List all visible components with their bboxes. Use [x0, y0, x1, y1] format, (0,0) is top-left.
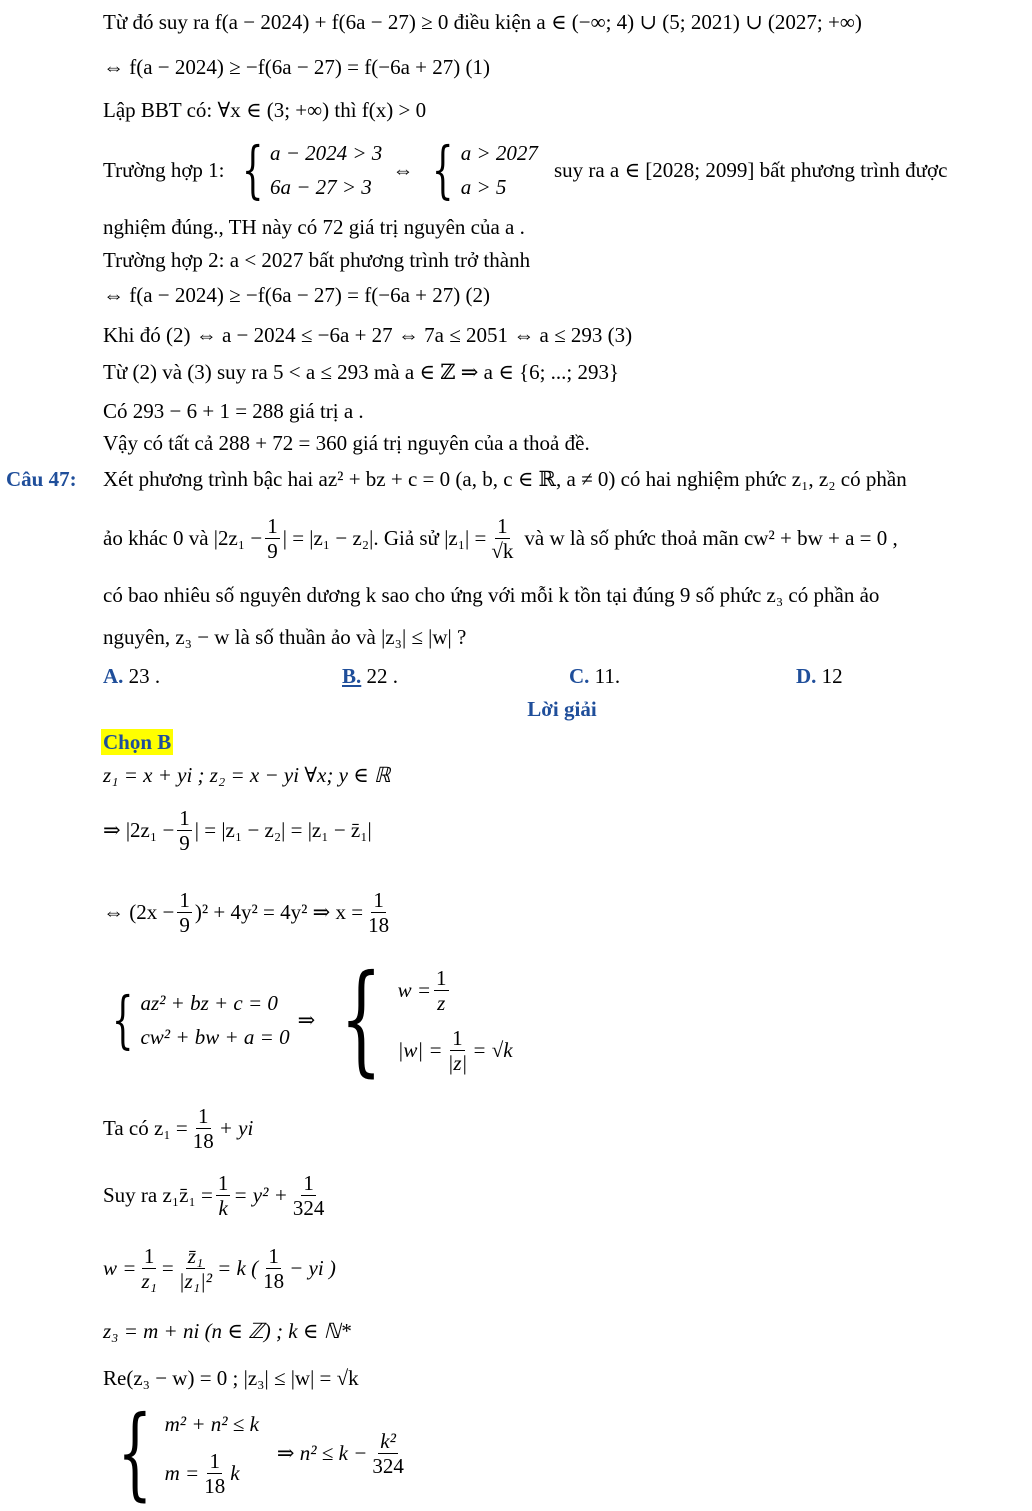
fraction-one-ninth [177, 888, 192, 937]
fraction-denominator: 9 [179, 830, 190, 855]
fraction-one-over-324 [291, 1171, 327, 1220]
case1-ineq-3: a > 2027 [460, 141, 538, 165]
case1-system-1: { a − 2024 > 3 6a − 27 > 3 [241, 133, 383, 206]
option-b-letter: B. [342, 664, 362, 688]
fraction-numerator: 1 [303, 1170, 314, 1195]
solution-line-eq3: Khi đó (2) ⇔ a − 2024 ≤ −6a + 27 ⇔ 7a ≤ 2051 ⇔ a ≤ 293 (3) [103, 323, 633, 347]
fraction-numerator: 1 [497, 513, 508, 538]
solution-line-total: Vậy có tất cả 288 + 72 = 360 giá trị nguyên của a thoả đề. [103, 431, 590, 455]
sol-step-2 [103, 800, 372, 860]
solution-line-eq2: ⇔ f(a − 2024) ≥ −f(6a − 27) = f(−6a + 27) (2) [103, 283, 490, 307]
sol-step-4-system-left: { az² + bz + c = 0 cw² + bw + a = 0 [111, 983, 290, 1056]
implies-arrow: ⇒ [297, 1008, 316, 1032]
sol-step-6-left: Suy ra z₁z̄₁ = [103, 1183, 213, 1207]
solution-title: Lời giải [527, 697, 597, 721]
option-d[interactable] [796, 663, 843, 689]
sol-step-1: z₁ = x + yi ; z₂ = x − yi ∀x; y ∈ ℝ [103, 763, 391, 787]
sol-step-6-mid: = y² + [233, 1183, 288, 1207]
option-d-text: 12 [821, 664, 843, 688]
fraction-one-eighteenth [261, 1244, 286, 1293]
case1-iff: ⇔ [392, 158, 414, 182]
fraction-one-ninth [177, 806, 192, 855]
fraction-denominator: 18 [192, 1128, 214, 1153]
fraction-numerator: 1 [217, 1170, 229, 1195]
solution-line-case2: Trường hợp 2: a < 2027 bất phương trình trở thành [103, 248, 531, 272]
question-abs-right: | = |z₁ − z₂|. Giả sử |z₁| = [282, 526, 487, 550]
sol-step-7-right: − yi ) [289, 1256, 336, 1280]
option-d-letter: D. [796, 664, 817, 688]
inequality-modulus: m² + n² ≤ k [164, 1412, 259, 1436]
option-c-text: 11. [594, 664, 621, 688]
sol-step-7-left: w = [103, 1256, 137, 1280]
solution-line-case1-count: nghiệm đúng., TH này có 72 giá trị nguyên của a . [103, 215, 525, 239]
sol-step-3-mid: )² + 4y² = 4y² ⇒ x = [194, 900, 364, 924]
fraction-denominator: 324 [292, 1195, 325, 1220]
sol-step-5-left: Ta có z₁ = [103, 1116, 188, 1140]
case1-ineq-2: 6a − 27 > 3 [269, 175, 372, 199]
sol-step-5-right: + yi [218, 1116, 254, 1140]
fraction-conj-over-modulus [177, 1244, 214, 1293]
question-w-condition: và w là số phức thoả mãn cw² + bw + a = 0 , [524, 526, 898, 550]
option-b-text: 22 . [366, 664, 399, 688]
fraction-one-over-z1 [139, 1244, 158, 1293]
question-label: Câu 47: [6, 467, 77, 491]
sol-step-6 [103, 1165, 329, 1225]
fraction-denominator: √k [491, 538, 514, 563]
option-b[interactable] [342, 663, 398, 689]
fraction-numerator: 1 [268, 1243, 279, 1268]
equals-sign: = [161, 1256, 174, 1280]
sol-step-3 [103, 880, 394, 944]
question-line-1: Xét phương trình bậc hai az² + bz + c = 0 (a, b, c ∈ ℝ, a ≠ 0) có hai nghiệm phức z₁, z₂ có phần [103, 467, 907, 491]
option-c-letter: C. [569, 664, 590, 688]
sol-step-7-mid: = k ( [217, 1256, 259, 1280]
fraction-numerator: 1 [267, 513, 278, 538]
option-a-letter: A. [103, 664, 124, 688]
sol-step-5 [103, 1098, 253, 1158]
sol-step-10 [103, 1394, 409, 1511]
case1-system-2: { a > 2027 a > 5 [432, 133, 538, 206]
fraction-numerator: 1 [179, 805, 190, 830]
question-line-3: có bao nhiêu số nguyên dương k sao cho ứng với mỗi k tồn tại đúng 9 số phức z₃ có phần ảo [103, 583, 880, 607]
fraction-denominator: k [218, 1195, 228, 1220]
fraction-denominator: 9 [267, 538, 278, 563]
fraction-numerator: k² [380, 1428, 396, 1453]
m-equals-k-over-18: m = $\frac{1}{18}$ k [164, 1448, 240, 1498]
fraction-denominator: 18 [368, 912, 390, 937]
fraction-denominator: 18 [263, 1268, 285, 1293]
option-a-text: 23 . [128, 664, 161, 688]
sol-step-9: Re(z₃ − w) = 0 ; |z₃| ≤ |w| = √k [103, 1366, 359, 1390]
fraction-numerator: 1 [143, 1243, 155, 1268]
fraction-denominator: z₁ [141, 1268, 157, 1293]
case1-conclusion: suy ra a ∈ [2028; 2099] bất phương trình được [553, 158, 948, 182]
question-line-2 [103, 510, 898, 566]
sol-step-3-left: ⇔ (2x − [103, 900, 175, 924]
fraction-numerator: 1 [373, 887, 384, 912]
sol-step-10-system: { m² + n² ≤ k m = $\frac{1}{18}$ k [117, 1394, 259, 1511]
fraction-numerator: z̄₁ [187, 1243, 204, 1268]
equation-w: cw² + bw + a = 0 [140, 1025, 290, 1049]
solution-line-condition: Từ đó suy ra f(a − 2024) + f(6a − 27) ≥ 0 điều kiện a ∈ (−∞; 4) ∪ (5; 2021) ∪ (2027; +∞) [103, 10, 862, 34]
fraction-numerator: 1 [198, 1103, 209, 1128]
fraction-numerator: 1 [179, 887, 190, 912]
w-equals-one-over-z: w = $\frac{1}{z}$ [397, 965, 447, 1015]
fraction-denominator: 324 [372, 1453, 404, 1478]
question-line-4: nguyên, z₃ − w là số thuần ảo và |z₃| ≤ |w| ? [103, 625, 467, 649]
fraction-one-eighteenth [366, 888, 391, 937]
sol-step-4 [103, 950, 513, 1089]
sol-step-4-system-right: { w = $\frac{1}{z}$ |w| = $\frac{1}{|z|}$ = √k [340, 950, 513, 1089]
chosen-answer: Chọn B [103, 730, 172, 754]
option-c[interactable] [569, 663, 620, 689]
equation-z: az² + bz + c = 0 [140, 991, 278, 1015]
solution-line-range: Từ (2) và (3) suy ra 5 < a ≤ 293 mà a ∈ ℤ ⇒ a ∈ {6; ...; 293} [103, 360, 620, 384]
abs-w-equals-sqrt-k: |w| = $\frac{1}{|z|}$ = √k [397, 1025, 513, 1075]
fraction-one-over-sqrt-k [489, 514, 515, 563]
fraction-denominator: |z₁|² [178, 1268, 213, 1293]
fraction-one-ninth [265, 514, 280, 563]
solution-line-count: Có 293 − 6 + 1 = 288 giá trị a . [103, 399, 364, 423]
fraction-one-over-k [216, 1171, 231, 1220]
case1-ineq-4: a > 5 [460, 175, 507, 199]
solution-line-bbt: Lập BBT có: ∀x ∈ (3; +∞) thì f(x) > 0 [103, 98, 427, 122]
sol-step-2-right: | = |z₁ − z₂| = |z₁ − z̄₁| [194, 818, 372, 842]
sol-step-10-result: ⇒ n² ≤ k − [276, 1441, 368, 1465]
sol-step-2-left: ⇒ |2z₁ − [103, 818, 175, 842]
fraction-denominator: 9 [179, 912, 190, 937]
sol-step-8: z₃ = m + ni (n ∈ ℤ) ; k ∈ ℕ* [103, 1319, 351, 1343]
case1-ineq-1: a − 2024 > 3 [269, 141, 383, 165]
sol-step-7 [103, 1236, 336, 1300]
case1-label: Trường hợp 1: [103, 158, 225, 182]
fraction-one-eighteenth [191, 1104, 216, 1153]
option-a[interactable] [103, 663, 160, 689]
fraction-k2-over-324 [370, 1429, 406, 1478]
solution-line-case1 [103, 133, 948, 206]
solution-line-eq1: ⇔ f(a − 2024) ≥ −f(6a − 27) = f(−6a + 27) (1) [103, 55, 490, 79]
question-abs-left: ảo khác 0 và |2z₁ − [103, 526, 263, 550]
